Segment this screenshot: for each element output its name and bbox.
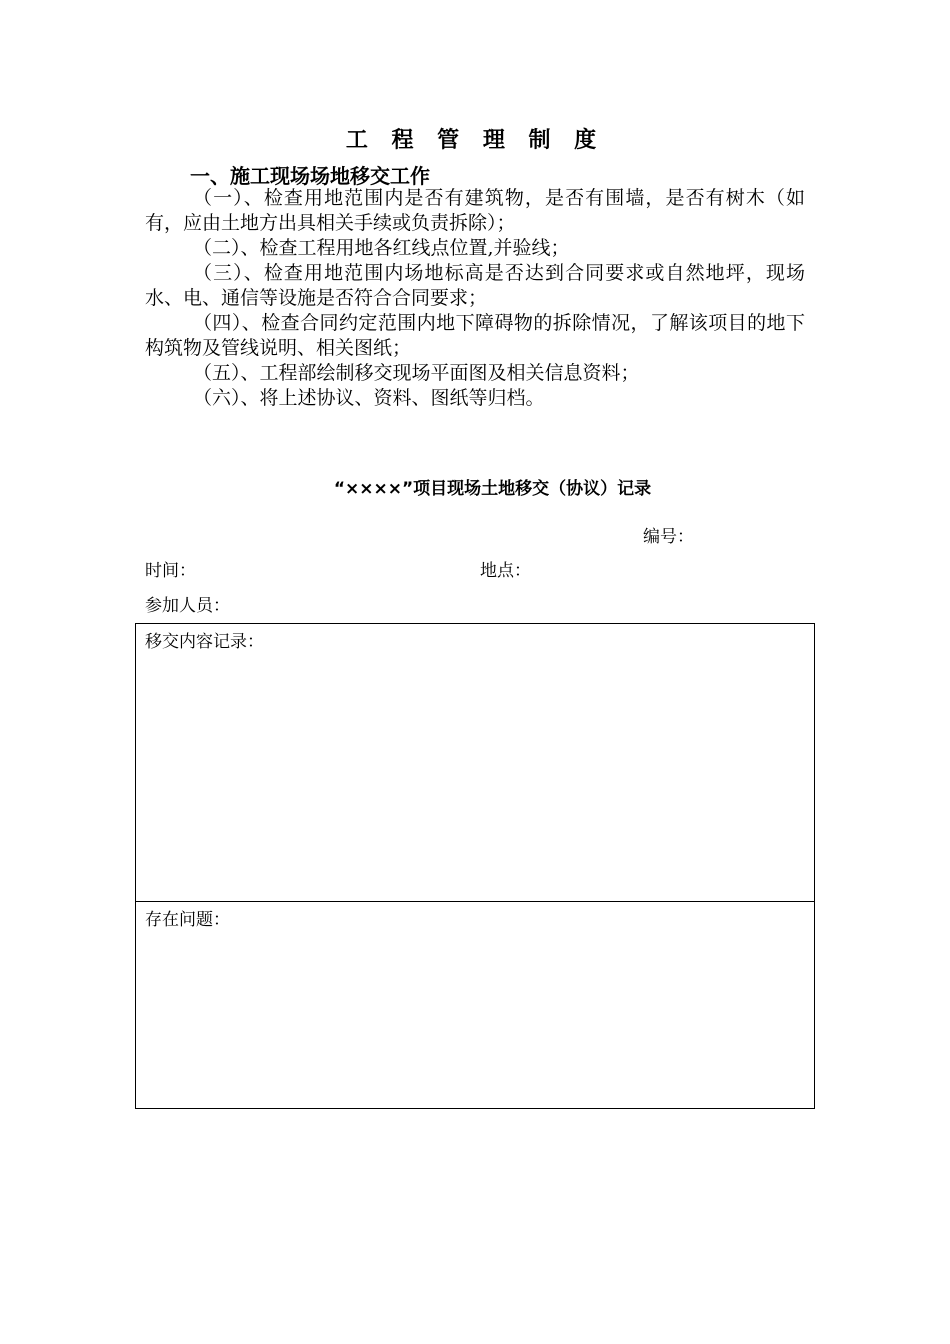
procedure-item-3: （三）、检查用地范围内场地标高是否达到合同要求或自然地坪，现场水、电、通信等设施是否符合合同要求； [145, 262, 805, 309]
procedure-item-1: （一）、检查用地范围内是否有建筑物，是否有围墙，是否有树木（如有，应由土地方出具相关手续或负责拆除）； [145, 187, 805, 234]
procedure-item-4: （四）、检查合同约定范围内地下障碍物的拆除情况，了解该项目的地下构筑物及管线说明、相关图纸； [145, 312, 805, 359]
procedure-list [145, 186, 805, 411]
form-title: “××××”项目现场土地移交（协议）记录 [333, 479, 652, 499]
form-place-label: 地点： [480, 561, 531, 581]
procedure-item-5: （五）、工程部绘制移交现场平面图及相关信息资料； [193, 362, 640, 384]
handover-content-label: 移交内容记录： [145, 632, 264, 652]
document-title: 工 程 管 理 制 度 [345, 128, 605, 153]
procedure-item-6: （六）、将上述协议、资料、图纸等归档。 [193, 387, 545, 409]
form-participants-label: 参加人员： [145, 596, 230, 616]
section-heading: 一、施工现场场地移交工作 [190, 164, 430, 188]
handover-record-table [135, 623, 815, 1109]
form-time-label: 时间： [145, 561, 196, 581]
issues-label: 存在问题： [145, 910, 230, 930]
form-number-label: 编号： [643, 527, 694, 547]
issues-cell[interactable] [136, 902, 814, 1108]
handover-content-cell[interactable] [136, 624, 814, 902]
procedure-item-2: （二）、检查工程用地各红线点位置,并验线； [193, 237, 570, 259]
